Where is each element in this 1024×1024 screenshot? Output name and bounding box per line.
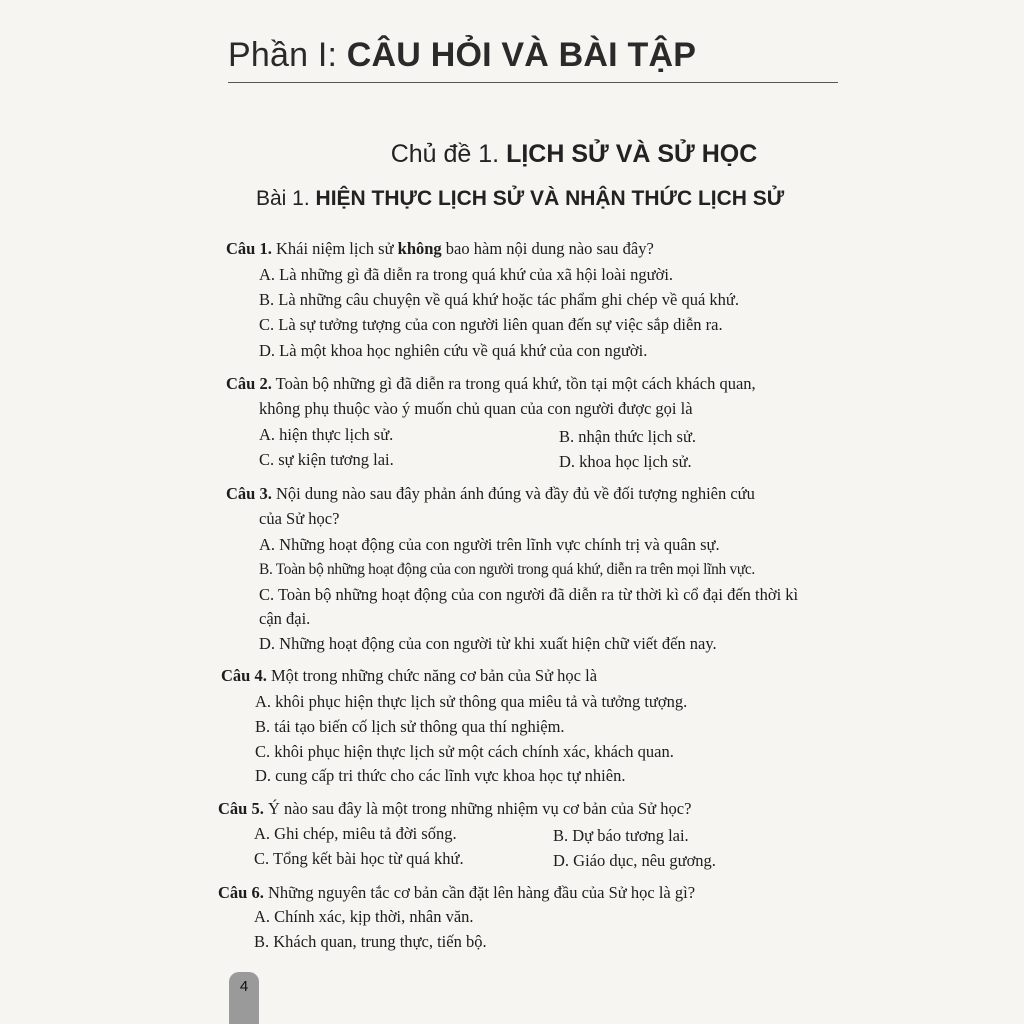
lesson-prefix: Bài 1. [256, 187, 316, 210]
part-header [228, 36, 696, 75]
question-2-stem-line-1 [226, 374, 756, 394]
question-2-label: Câu 2. [226, 374, 272, 393]
question-4-option-b: B. tái tạo biến cố lịch sử thông qua thí nghiệm. [255, 717, 565, 736]
question-3-option-b: B. Toàn bộ những hoạt động của con người trong quá khứ, diễn ra trên mọi lĩnh vực. [259, 561, 755, 578]
question-1-option-b: B. Là những câu chuyện về quá khứ hoặc tác phẩm ghi chép về quá khứ. [259, 290, 739, 309]
question-5-option-a: A. Ghi chép, miêu tả đời sống. [254, 824, 457, 843]
question-2-option-a: A. hiện thực lịch sử. [259, 425, 394, 444]
question-5-stem [218, 799, 691, 819]
question-4-option-d: D. cung cấp tri thức cho các lĩnh vực khoa học tự nhiên. [255, 766, 626, 785]
part-title: CÂU HỎI VÀ BÀI TẬP [346, 36, 697, 74]
question-4-option-a: A. khôi phục hiện thực lịch sử thông qua miêu tả và tưởng tượng. [255, 692, 688, 711]
question-5-option-b: B. Dự báo tương lai. [553, 826, 689, 845]
question-3-option-a: A. Những hoạt động của con người trên lĩnh vực chính trị và quân sự. [259, 535, 720, 554]
header-rule [228, 82, 838, 83]
question-2-stem-line-2: không phụ thuộc vào ý muốn chủ quan của con người được gọi là [259, 399, 693, 418]
question-1-option-a: A. Là những gì đã diễn ra trong quá khứ của xã hội loài người. [259, 265, 674, 284]
question-2-option-c: C. sự kiện tương lai. [259, 450, 394, 469]
question-3-option-c: C. Toàn bộ những hoạt động của con người đã diễn ra từ thời kì cổ đại đến thời kì [259, 585, 799, 604]
question-2-text: Toàn bộ những gì đã diễn ra trong quá khứ, tồn tại một cách khách quan, [271, 374, 756, 393]
question-6-option-b: B. Khách quan, trung thực, tiến bộ. [254, 932, 487, 951]
part-prefix: Phần I: [228, 36, 347, 74]
topic-name: LỊCH SỬ VÀ SỬ HỌC [506, 140, 758, 168]
question-4-label: Câu 4. [221, 666, 267, 685]
question-1-label: Câu 1. [226, 239, 272, 258]
question-1-keyword: không [397, 239, 442, 258]
lesson-name: HIỆN THỰC LỊCH SỬ VÀ NHẬN THỨC LỊCH SỬ [315, 187, 785, 210]
page-number: 4 [229, 972, 259, 1024]
question-1-option-c: C. Là sự tưởng tượng của con người liên quan đến sự việc sắp diễn ra. [259, 315, 723, 334]
question-6-text: Những nguyên tắc cơ bản cần đặt lên hàng đầu của Sử học là gì? [263, 883, 696, 902]
question-4-option-c: C. khôi phục hiện thực lịch sử một cách chính xác, khách quan. [255, 742, 674, 761]
question-4-stem [221, 666, 597, 686]
question-1-text-end: bao hàm nội dung nào sau đây? [441, 239, 654, 258]
question-1-option-d: D. Là một khoa học nghiên cứu về quá khứ của con người. [259, 341, 648, 360]
question-4-text: Một trong những chức năng cơ bản của Sử học là [266, 666, 598, 685]
question-6-option-a: A. Chính xác, kịp thời, nhân văn. [254, 907, 474, 926]
question-5-text: Ý nào sau đây là một trong những nhiệm vụ cơ bản của Sử học? [263, 799, 692, 818]
lesson-title [256, 187, 784, 211]
question-1-text: Khái niệm lịch sử [271, 239, 398, 258]
question-5-option-d: D. Giáo dục, nêu gương. [553, 851, 716, 870]
question-1-stem [226, 239, 654, 259]
question-6-stem [218, 883, 695, 903]
question-3-text: Nội dung nào sau đây phản ánh đúng và đầy đủ về đối tượng nghiên cứu [271, 484, 755, 503]
question-2-option-b: B. nhận thức lịch sử. [559, 427, 697, 446]
question-6-label: Câu 6. [218, 883, 264, 902]
question-3-stem-line-1 [226, 484, 755, 504]
question-3-option-d: D. Những hoạt động của con người từ khi xuất hiện chữ viết đến nay. [259, 634, 717, 653]
question-2-option-d: D. khoa học lịch sử. [559, 452, 692, 471]
question-5-option-c: C. Tổng kết bài học từ quá khứ. [254, 849, 464, 868]
question-3-stem-line-2: của Sử học? [259, 509, 340, 528]
question-3-label: Câu 3. [226, 484, 272, 503]
question-3-option-c-cont: cận đại. [259, 609, 311, 628]
question-5-label: Câu 5. [218, 799, 264, 818]
topic-title [0, 140, 1024, 169]
topic-prefix: Chủ đề 1. [390, 140, 507, 168]
